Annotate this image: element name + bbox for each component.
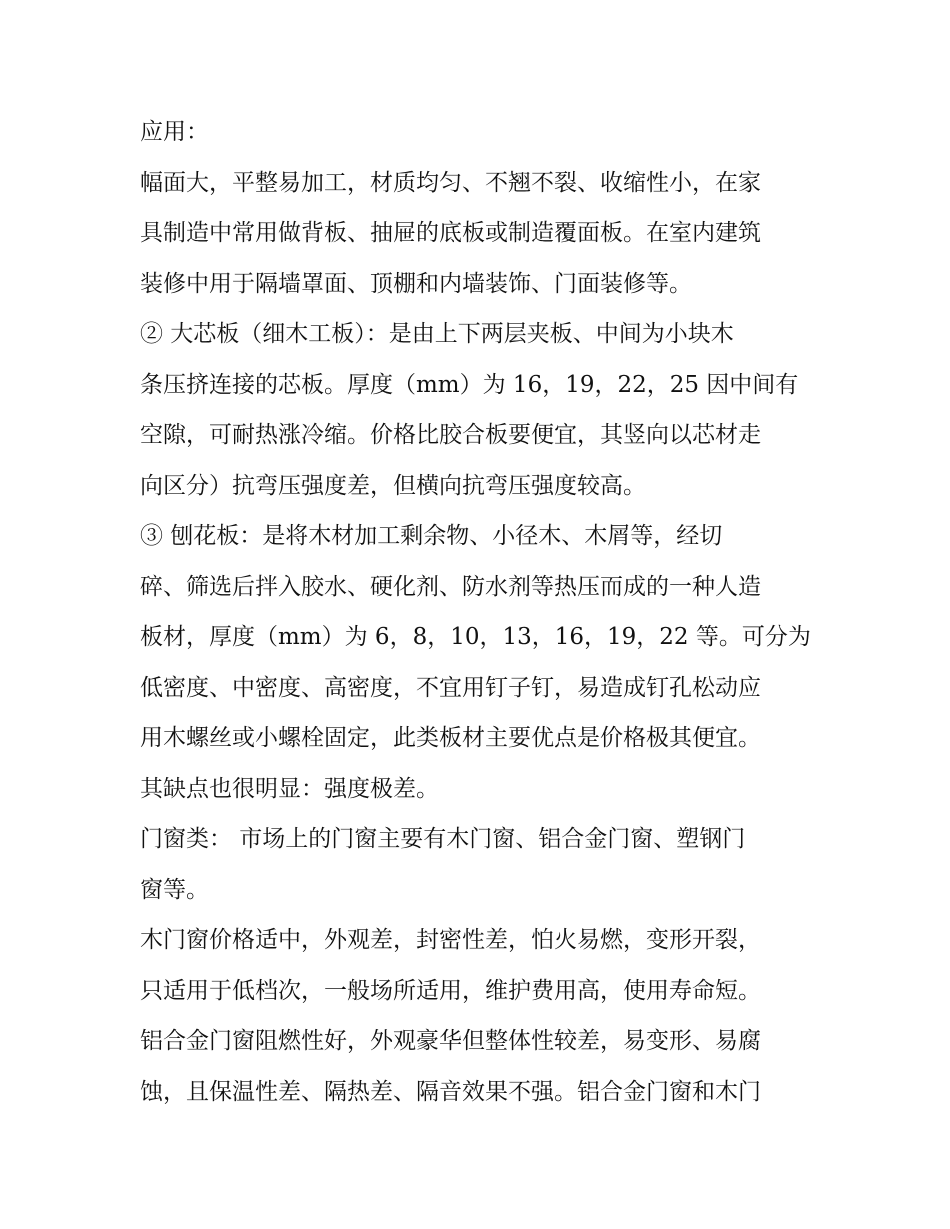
text-line: ③ 刨花板：是将木材加工剩余物、小径木、木屑等，经切 xyxy=(140,523,723,549)
text-line: ② 大芯板（细木工板）：是由上下两层夹板、中间为小块木 xyxy=(140,321,734,347)
text-line: 具制造中常用做背板、抽屉的底板或制造覆面板。在室内建筑 xyxy=(140,220,761,246)
text-line: 门窗类： 市场上的门窗主要有木门窗、铝合金门窗、塑钢门 xyxy=(140,826,746,852)
text-line: 低密度、中密度、高密度，不宜用钉子钉，易造成钉孔松动应 xyxy=(140,674,761,701)
text-line: 板材，厚度（mm）为 6，8，10，13，16，19，22 等。可分为 xyxy=(140,624,811,650)
body-text xyxy=(140,107,820,1117)
text-line: 蚀，且保温性差、隔热差、隔音效果不强。铝合金门窗和木门 xyxy=(140,1078,761,1105)
text-line: 窗等。 xyxy=(140,876,209,903)
text-line: 用木螺丝或小螺栓固定，此类板材主要优点是价格极其便宜。 xyxy=(140,725,761,751)
text-line: 幅面大，平整易加工，材质均匀、不翘不裂、收缩性小，在家 xyxy=(140,169,761,196)
text-line: 空隙，可耐热涨冷缩。价格比胶合板要便宜，其竖向以芯材走 xyxy=(140,422,761,448)
text-line: 装修中用于隔墙罩面、顶棚和内墙装饰、门面装修等。 xyxy=(140,270,692,297)
text-line: 应用： xyxy=(140,119,209,145)
text-line: 其缺点也很明显：强度极差。 xyxy=(140,775,439,802)
text-line: 铝合金门窗阻燃性好，外观豪华但整体性较差，易变形、易腐 xyxy=(140,1028,761,1054)
text-line: 碎、筛选后拌入胶水、硬化剂、防水剂等热压而成的一种人造 xyxy=(140,573,761,600)
text-line: 只适用于低档次，一般场所适用，维护费用高，使用寿命短。 xyxy=(140,977,761,1004)
text-line: 木门窗价格适中，外观差，封密性差，怕火易燃，变形开裂， xyxy=(140,927,761,953)
text-line: 条压挤连接的芯板。厚度（mm）为 16，19，22，25 因中间有 xyxy=(140,371,799,398)
text-line: 向区分）抗弯压强度差，但横向抗弯压强度较高。 xyxy=(140,472,646,499)
